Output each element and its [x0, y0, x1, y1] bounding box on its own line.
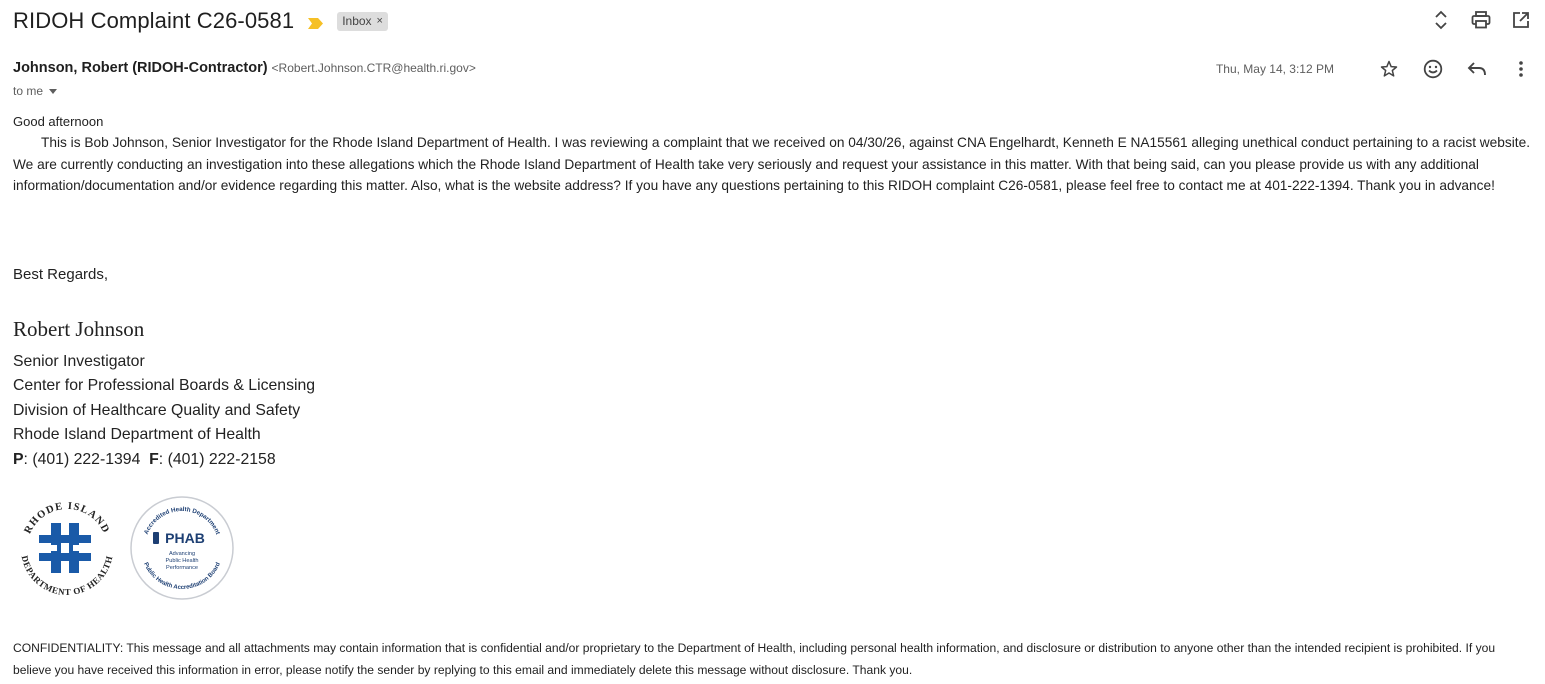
- remove-label-icon[interactable]: ×: [376, 15, 383, 27]
- ridoh-logo-top-text: RHODE ISLAND: [22, 500, 112, 536]
- message-body: [13, 114, 1535, 197]
- more-options-icon[interactable]: [1510, 58, 1532, 80]
- signature-title: Senior Investigator: [13, 353, 145, 370]
- subject-row: [13, 6, 388, 36]
- inbox-label-text: Inbox: [342, 14, 372, 28]
- signature-division: Division of Healthcare Quality and Safety: [13, 401, 301, 419]
- sender-name[interactable]: Johnson, Robert (RIDOH-Contractor): [13, 60, 268, 76]
- signature-contact: [13, 448, 315, 472]
- signature-department: Rhode Island Department of Health: [13, 426, 261, 444]
- phone-number: : (401) 222-1394: [23, 450, 141, 468]
- phab-name: PHAB: [165, 530, 205, 546]
- confidentiality-notice: CONFIDENTIALITY: This message and all attachments may contain information that is confidential and/or proprietary to the Department of Health, including personal health information, and disclosure or distribution to anyone other than the intended recipient is prohibited. If you believe you have received this information in error, please notify the sender by replying to this email and immediately delete this message without disclosure. Thank you.: [13, 641, 1496, 677]
- recipient-row: [13, 84, 57, 98]
- show-details-chevron-down-icon[interactable]: [49, 89, 57, 94]
- message-paragraph: This is Bob Johnson, Senior Investigator for the Rhode Island Department of Health. I was reviewing a complaint that we received on 04/30/26, against CNA Engelhardt, Kenneth E NA15561 alleging unethical conduct pertaining to a racist website. We are currently conducting an investigation into these allegations which the Rhode Island Department of Health take very seriously and request your assistance in this matter. With that being said, can you please provide us with any additional information/documentation and/or evidence regarding this matter. Also, what is the website address? If you have any questions pertaining to this RIDOH complaint C26-0581, please feel free to contact me at 401-222-1394. Thank you in advance!: [13, 135, 1531, 193]
- inbox-label-chip[interactable]: [337, 12, 388, 31]
- open-in-new-window-icon[interactable]: [1510, 9, 1532, 31]
- phab-ring-top-text: Accredited Health Department: [142, 505, 222, 536]
- signature-block: [13, 350, 315, 472]
- signature-logos: [13, 495, 235, 603]
- phab-line-3: Performance: [165, 565, 199, 571]
- email-subject: RIDOH Complaint C26-0581: [13, 8, 295, 33]
- recipient-label: to me: [13, 84, 44, 98]
- reply-icon[interactable]: [1466, 58, 1488, 80]
- signature-name: Robert Johnson: [13, 317, 145, 341]
- sender-row: [13, 60, 476, 76]
- phab-ring-bottom-text: Public Health Accreditation Board: [142, 561, 222, 592]
- closing: Best Regards,: [13, 266, 109, 283]
- signature-center: Center for Professional Boards & Licensing: [13, 377, 316, 395]
- ridoh-logo-bottom-text: DEPARTMENT OF HEALTH: [19, 554, 115, 598]
- phab-line-2: Public Health: [165, 558, 199, 564]
- ridoh-logo: [13, 495, 121, 603]
- phone-label: P: [13, 450, 24, 468]
- star-icon[interactable]: [1378, 58, 1400, 80]
- sender-email: <Robert.Johnson.CTR@health.ri.gov>: [271, 61, 476, 75]
- thread-actions: [1430, 9, 1532, 31]
- greeting: Good afternoon: [13, 114, 104, 129]
- phab-line-1: Advancing: [168, 551, 196, 557]
- importance-marker-icon[interactable]: [308, 16, 323, 27]
- message-date: Thu, May 14, 3:12 PM: [1215, 62, 1334, 76]
- fax-label: F: [149, 450, 159, 468]
- print-icon[interactable]: [1470, 9, 1492, 31]
- fax-number: : (401) 222-2158: [158, 450, 276, 468]
- phab-logo: [129, 495, 235, 601]
- message-actions: [1216, 58, 1532, 80]
- expand-collapse-icon[interactable]: [1430, 9, 1452, 31]
- emoji-reaction-icon[interactable]: [1422, 58, 1444, 80]
